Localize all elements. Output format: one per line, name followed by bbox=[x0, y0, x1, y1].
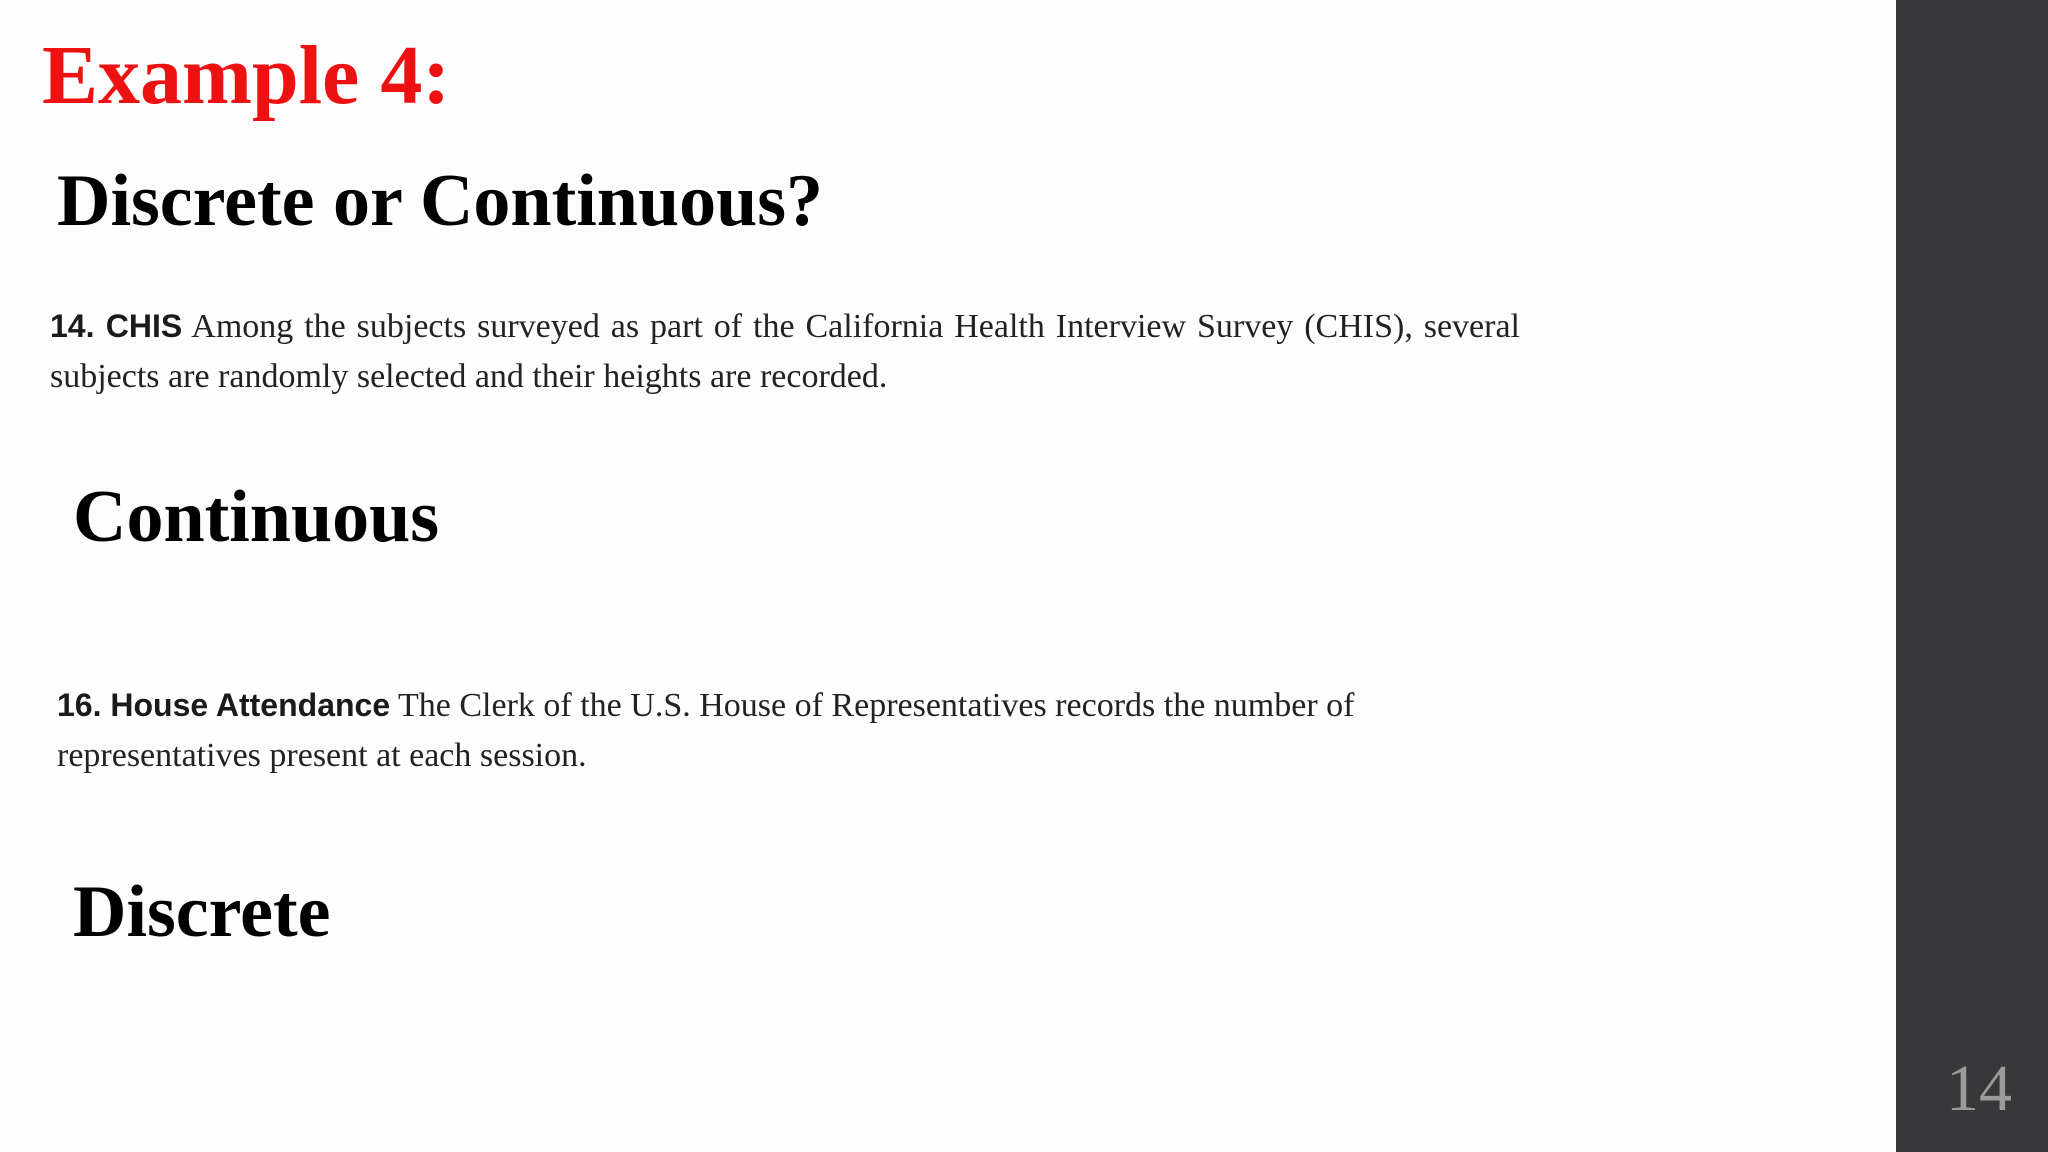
problem-16-title: 16. House Attendance bbox=[57, 687, 391, 723]
side-bar bbox=[1896, 0, 2048, 1152]
problem-16-body: The Clerk of the U.S. House of Representatives records the number of representatives present at each session. bbox=[57, 687, 1355, 774]
problem-14-title: 14. CHIS bbox=[50, 308, 183, 344]
problem-14-body: Among the subjects surveyed as part of the California Health Interview Survey (CHIS), several subjects are randomly selected and their heights are recorded. bbox=[50, 308, 1521, 395]
slide-number: 14 bbox=[1946, 1052, 2012, 1125]
question-heading: Discrete or Continuous? bbox=[57, 160, 824, 242]
slide-title: Example 4: bbox=[42, 29, 451, 122]
problem-16-text bbox=[57, 680, 1537, 781]
problem-14-text bbox=[50, 301, 1520, 402]
problem-14-answer: Continuous bbox=[73, 476, 440, 558]
problem-16-answer: Discrete bbox=[73, 871, 331, 953]
